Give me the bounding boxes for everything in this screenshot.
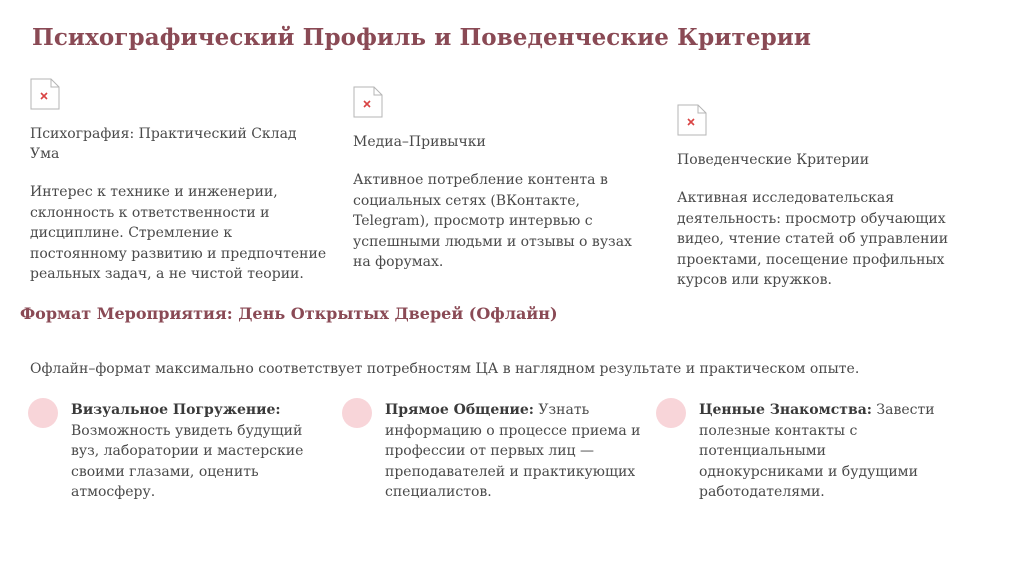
- broken-image-icon: [30, 78, 60, 110]
- column-behavioral-criteria: [677, 104, 977, 291]
- bullet-dot-icon: [28, 398, 58, 428]
- bullet-description: Завести полезные контакты с потенциальными однокурсниками и будущими работодателями.: [699, 402, 935, 500]
- section-intro: Офлайн–формат максимально соответствует потребностям ЦА в наглядном результате и практическом опыте.: [30, 361, 860, 377]
- bullet-label: Ценные Знакомства:: [699, 402, 872, 418]
- bullet-dot-icon: [656, 398, 686, 428]
- bullet-text: [71, 400, 327, 503]
- column-body: Интерес к технике и инженерии, склонность к ответственности и дисциплине. Стремление к постоянному развитию и предпочтение реальных задач, а не чистой теории.: [30, 184, 327, 282]
- column-psychography: [30, 78, 330, 285]
- bullet-text: [385, 400, 641, 503]
- column-body: Активное потребление контента в социальных сетях (ВКонтакте, Telegram), просмотр интервью с успешными людьми и отзывы о вузах на форумах.: [353, 172, 632, 270]
- column-heading: Медиа–Привычки: [353, 134, 486, 150]
- bullet-label: Прямое Общение:: [385, 402, 534, 418]
- broken-image-icon: [353, 86, 383, 118]
- bullet-description: Узнать информацию о процессе приема и профессии от первых лиц — преподавателей и практикующих специалистов.: [385, 402, 641, 500]
- bullet-description: Возможность увидеть будущий вуз, лаборатории и мастерские своими глазами, оценить атмосферу.: [71, 422, 304, 500]
- column-media-habits: [353, 86, 653, 273]
- column-heading: Поведенческие Критерии: [677, 152, 870, 168]
- section-title: Формат Мероприятия: День Открытых Дверей (Офлайн): [20, 304, 558, 323]
- page-title: Психографический Профиль и Поведенческие Критерии: [32, 24, 812, 51]
- bullet-label: Визуальное Погружение:: [71, 402, 281, 418]
- bullet-text: [699, 400, 955, 503]
- bullet-dot-icon: [342, 398, 372, 428]
- broken-image-icon: [677, 104, 707, 136]
- column-heading: Психография: Практический Склад Ума: [30, 126, 297, 162]
- column-body: Активная исследовательская деятельность: просмотр обучающих видео, чтение статей об управлении проектами, посещение профильных курсов или кружков.: [677, 190, 949, 288]
